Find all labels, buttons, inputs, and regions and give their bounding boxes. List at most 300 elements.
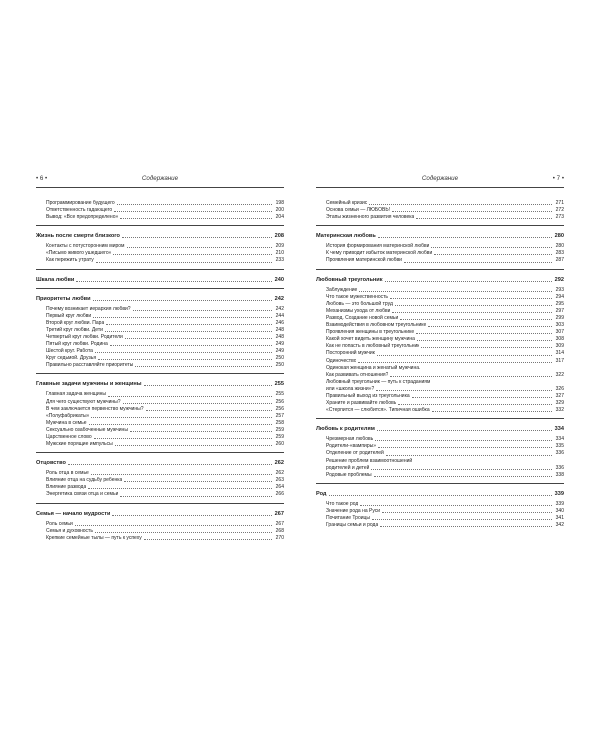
toc-section-heading-title: Жизнь после смерти близкого: [36, 233, 120, 240]
toc-section-heading-page-number: 280: [554, 233, 564, 240]
toc-section-heading: [36, 232, 284, 240]
toc-entry: [36, 399, 284, 406]
toc-entry-title: Первый круг любви: [46, 312, 92, 319]
toc-entry-page-number: 335: [555, 443, 564, 450]
toc-entry: [316, 515, 564, 522]
toc-entry-page-number: 267: [275, 520, 284, 527]
toc-entry-page-number: 268: [275, 527, 284, 534]
toc-entry: [316, 522, 564, 529]
toc-entry: [36, 250, 284, 257]
toc-entry-title: Царственное слово: [46, 433, 92, 440]
dot-leader: [112, 515, 272, 516]
page-header: [316, 175, 564, 188]
toc-entry: [36, 348, 284, 355]
toc-entry-page-number: 258: [275, 419, 284, 426]
dot-leader: [376, 390, 552, 391]
toc-entry: [36, 406, 284, 413]
toc-section-heading-page-number: 334: [554, 426, 564, 433]
toc-entry: [316, 257, 564, 264]
dot-leader: [146, 410, 273, 411]
dot-leader: [117, 204, 272, 205]
toc-entry-title: Что такое род: [326, 500, 359, 507]
toc-entry-page-number: 297: [555, 307, 564, 314]
dot-leader: [95, 532, 272, 533]
dot-leader: [377, 355, 552, 356]
toc-entry: [36, 491, 284, 498]
dot-leader: [358, 362, 552, 363]
dot-leader: [392, 312, 552, 313]
toc-entry-title: Влияние отца на судьбу ребенка: [46, 477, 123, 484]
toc-entry-title: Почему возникает иерархия любви?: [46, 305, 131, 312]
toc-section-heading-title: Приоритеты любви: [36, 295, 91, 302]
toc-entry-title: Границы семьи и рода: [326, 522, 379, 529]
toc-entry: [36, 413, 284, 420]
toc-section: [316, 418, 564, 479]
toc-entry-page-number: 200: [275, 207, 284, 214]
toc-entry-page-number: 266: [275, 491, 284, 498]
toc-entry-page-number: 248: [275, 333, 284, 340]
toc-entry-title: Любовь — это большой труд: [326, 300, 393, 307]
toc-entry-title: Третий круг любви. Дети: [46, 326, 103, 333]
toc-section: [36, 200, 284, 221]
dot-leader: [329, 495, 553, 496]
toc-section: [36, 373, 284, 448]
toc-entry-page-number: 307: [555, 329, 564, 336]
dot-leader: [416, 218, 552, 219]
toc-entry-page-number: 329: [555, 400, 564, 407]
toc-entry-page-number: 272: [555, 207, 564, 214]
toc-entry-page-number: 339: [555, 500, 564, 507]
toc-entry: [316, 243, 564, 250]
toc-entry-page-number: 264: [275, 484, 284, 491]
dot-leader: [392, 211, 552, 212]
toc-entry: [316, 472, 564, 479]
toc-entry-title: Как не попасть в любовный треугольник: [326, 343, 420, 350]
toc-entry-page-number: 249: [275, 348, 284, 355]
toc-entry-page-number: 299: [555, 314, 564, 321]
dot-leader: [91, 474, 272, 475]
toc-entry-title: Взаимодействия в любовном треугольнике: [326, 322, 427, 329]
toc-entry-title: Любовный треугольник — путь к страданиям: [326, 378, 431, 385]
toc-entry-title: Сексуально озабоченные мужчины: [46, 426, 128, 433]
dot-leader: [417, 340, 552, 341]
toc-section-heading-title: Любовный треугольник: [316, 276, 383, 283]
toc-entry-title: История формирования материнской любви: [326, 243, 430, 250]
toc-entry-page-number: 340: [555, 507, 564, 514]
dot-leader: [371, 469, 552, 470]
toc-entry: [316, 400, 564, 407]
dot-leader: [120, 496, 272, 497]
toc-entry-title: Заблуждение: [326, 286, 358, 293]
toc-entry-title: Решение проблем взаимоотношений: [326, 457, 413, 464]
toc-entry-title: Главная задача женщины: [46, 391, 107, 398]
toc-entry-page-number: 262: [275, 470, 284, 477]
toc-entry: [36, 477, 284, 484]
toc-entry-page-number: 317: [555, 357, 564, 364]
toc-entry: [316, 207, 564, 214]
dot-leader: [98, 359, 272, 360]
toc-entry-title: Значение рода на Руси: [326, 507, 381, 514]
dot-leader: [369, 204, 552, 205]
toc-entry-page-number: 283: [555, 250, 564, 257]
toc-entry-title: Правильно расставляйте приоритеты: [46, 362, 134, 369]
toc-entry-page-number: 294: [555, 293, 564, 300]
toc-left: [36, 200, 284, 542]
toc-entry-title: Как пережить утрату: [46, 257, 94, 264]
dot-leader: [374, 476, 552, 477]
toc-section-heading-page-number: 262: [274, 460, 284, 467]
toc-entry: [36, 441, 284, 448]
toc-entry: [36, 528, 284, 535]
toc-entry-title: «Письмо живого ушедшего»: [46, 250, 112, 257]
toc-entry: [36, 391, 284, 398]
toc-entry: [316, 343, 564, 350]
dot-leader: [395, 305, 552, 306]
dot-leader: [398, 404, 552, 405]
toc-entry: [316, 294, 564, 301]
toc-entry: [316, 372, 564, 379]
toc-entry: [316, 301, 564, 308]
page-header: [36, 175, 284, 188]
dot-leader: [400, 319, 552, 320]
toc-entry: [316, 358, 564, 365]
toc-section-heading-page-number: 240: [274, 276, 284, 283]
toc-entry-title: Как развивать отношения?: [326, 371, 389, 378]
dot-leader: [115, 445, 272, 446]
toc-entry-page-number: 255: [275, 391, 284, 398]
toc-entry-title: родителей и детей: [326, 464, 370, 471]
toc-entry-page-number: 250: [275, 355, 284, 362]
toc-entry-page-number: 338: [555, 471, 564, 478]
toc-entry-title: Почитание Троицы: [326, 515, 370, 521]
toc-entry-page-number: 257: [275, 412, 284, 419]
toc-section-heading-page-number: 242: [274, 295, 284, 302]
toc-entry-title: Мужчина в семье: [46, 419, 87, 426]
toc-entry-title: Крепкие семейные тылы — путь к успеху: [46, 534, 142, 541]
dot-leader: [106, 324, 272, 325]
left-page: [36, 175, 284, 542]
toc-entry-title: Посторонний мужчик: [326, 350, 375, 357]
toc-entry: [316, 465, 564, 472]
toc-section-heading-page-number: 208: [274, 233, 284, 240]
page-number: • 6 •: [36, 175, 48, 182]
toc-section-heading: [36, 380, 284, 388]
toc-entry-title: Семья и духовность: [46, 527, 93, 534]
dot-leader: [135, 366, 272, 367]
toc-section-heading: [36, 459, 284, 467]
toc-entry-title: Развод. Создание новой семьи: [326, 314, 399, 321]
toc-entry-title: Механизмы ухода от любви: [326, 307, 391, 314]
toc-entry-page-number: 308: [555, 336, 564, 343]
toc-entry-title: Шестой круг. Работа: [46, 348, 93, 355]
toc-entry-title: Чрезмерная любовь: [326, 436, 374, 443]
toc-section-heading-page-number: 267: [274, 510, 284, 517]
toc-entry-page-number: 326: [555, 385, 564, 392]
toc-entry-title: Вывод: «Все предопределено»: [46, 214, 119, 221]
toc-entry-page-number: 256: [275, 405, 284, 412]
toc-section-heading-title: Отцовство: [36, 460, 66, 467]
toc-entry: [316, 393, 564, 400]
toc-section: [36, 503, 284, 542]
toc-entry-title: Основа семьи — ЛЮБОВЬ!: [326, 207, 391, 214]
dot-leader: [110, 345, 272, 346]
running-head: Содержание: [141, 175, 179, 182]
toc-entry-page-number: 271: [555, 200, 564, 206]
toc-section-heading: [36, 510, 284, 518]
toc-entry-page-number: 314: [555, 350, 564, 357]
toc-entry: [316, 458, 564, 465]
toc-entry: [36, 341, 284, 348]
toc-entry: [36, 434, 284, 441]
toc-entry: [36, 535, 284, 542]
toc-section: [36, 452, 284, 498]
toc-entry: [36, 320, 284, 327]
toc-entry: [316, 200, 564, 207]
dot-leader: [378, 237, 552, 238]
dot-leader: [93, 317, 272, 318]
toc-entry-page-number: 336: [555, 464, 564, 471]
toc-entry: [36, 362, 284, 369]
toc-entry-page-number: 259: [275, 426, 284, 433]
toc-section-heading-title: Любовь к родителям: [316, 426, 375, 433]
toc-entry: [36, 243, 284, 250]
toc-entry-title: Отделение от родителей: [326, 450, 384, 457]
toc-entry-title: Контакты с потусторонним миром: [46, 243, 125, 250]
toc-entry-title: Правильный выход из треугольника: [326, 392, 410, 399]
toc-entry-page-number: 309: [555, 343, 564, 350]
toc-entry: [36, 521, 284, 528]
page-number: • 7 •: [552, 175, 564, 182]
dot-leader: [375, 440, 552, 441]
dot-leader: [432, 411, 552, 412]
toc-entry-page-number: 280: [555, 243, 564, 250]
toc-entry-page-number: 334: [555, 436, 564, 443]
dot-leader: [95, 352, 272, 353]
toc-entry-page-number: 287: [555, 257, 564, 264]
toc-section-heading-page-number: 255: [274, 381, 284, 388]
toc-entry: [36, 257, 284, 264]
toc-entry: [316, 508, 564, 515]
toc-entry: [36, 427, 284, 434]
toc-entry-page-number: 293: [555, 286, 564, 293]
toc-entry-title: или «школа жизни»?: [326, 385, 375, 392]
toc-section-heading: [36, 295, 284, 303]
dot-leader: [76, 281, 272, 282]
toc-entry-page-number: 270: [275, 534, 284, 541]
toc-entry-title: Храните и развивайте любовь: [326, 400, 397, 407]
toc-entry-title: Второй круг любви. Пара: [46, 319, 105, 326]
dot-leader: [416, 333, 552, 334]
toc-entry-page-number: 259: [275, 433, 284, 440]
toc-entry-title: Одиночество: [326, 357, 357, 364]
toc-entry: [316, 450, 564, 457]
dot-leader: [144, 539, 272, 540]
dot-leader: [122, 237, 272, 238]
toc-entry: [36, 313, 284, 320]
dot-leader: [380, 526, 552, 527]
toc-entry-title: «Полуфабрикаты»: [46, 412, 90, 419]
dot-leader: [93, 300, 272, 301]
toc-section: [316, 269, 564, 415]
toc-entry: [316, 336, 564, 343]
toc-entry: [316, 214, 564, 221]
right-page: [316, 175, 564, 529]
toc-section-heading: [316, 276, 564, 284]
toc-entry-title: Программирование будущего: [46, 200, 115, 206]
dot-leader: [359, 291, 552, 292]
toc-entry: [36, 470, 284, 477]
dot-leader: [123, 403, 272, 404]
toc-section: [316, 483, 564, 529]
toc-entry-page-number: 342: [555, 522, 564, 529]
dot-leader: [434, 254, 552, 255]
toc-section-heading-title: Главные задачи мужчины и женщины: [36, 381, 142, 388]
toc-entry-page-number: 248: [275, 326, 284, 333]
dot-leader: [412, 397, 552, 398]
toc-entry: [36, 327, 284, 334]
toc-entry-page-number: 233: [275, 257, 284, 264]
toc-entry: [316, 379, 564, 386]
toc-right: [316, 200, 564, 529]
toc-entry: [316, 501, 564, 508]
dot-leader: [378, 447, 552, 448]
dot-leader: [377, 430, 552, 431]
toc-entry-title: Что такое мужественность: [326, 293, 388, 300]
toc-section-heading: [316, 232, 564, 240]
toc-entry-title: Для чего существуют мужчины?: [46, 398, 121, 405]
toc-entry-title: Влияние развода: [46, 484, 87, 491]
toc-entry-page-number: 336: [555, 450, 564, 457]
dot-leader: [113, 254, 272, 255]
toc-entry: [316, 287, 564, 294]
toc-entry-title: Мужские порящие импульсы: [46, 441, 113, 448]
dot-leader: [105, 331, 272, 332]
toc-entry: [316, 322, 564, 329]
dot-leader: [390, 298, 552, 299]
toc-section-heading: [36, 276, 284, 284]
toc-entry-page-number: 341: [555, 515, 564, 521]
toc-entry-page-number: 256: [275, 398, 284, 405]
toc-entry-title: К чему приводит избыток материнской любви: [326, 250, 433, 257]
toc-entry-title: Одинокая женщина и женатый мужчина.: [326, 364, 421, 371]
toc-entry-page-number: 244: [275, 312, 284, 319]
toc-entry-title: Энергетика связи отца и семьи: [46, 491, 119, 498]
dot-leader: [386, 455, 552, 456]
toc-entry-title: Пятый круг любви. Родина: [46, 341, 108, 348]
toc-entry-page-number: 263: [275, 477, 284, 484]
toc-entry-page-number: 249: [275, 341, 284, 348]
toc-section: [316, 225, 564, 264]
dot-leader: [421, 347, 552, 348]
toc-entry-page-number: 204: [275, 214, 284, 221]
toc-entry-page-number: 242: [275, 305, 284, 312]
toc-section-heading: [316, 490, 564, 498]
toc-entry: [36, 214, 284, 221]
toc-entry: [316, 329, 564, 336]
toc-section-heading-title: Шкала любви: [36, 276, 75, 283]
toc-section: [316, 200, 564, 221]
toc-entry: [316, 443, 564, 450]
toc-entry: [316, 350, 564, 357]
toc-entry-page-number: 209: [275, 243, 284, 250]
toc-entry-page-number: 322: [555, 371, 564, 378]
toc-entry: [316, 365, 564, 372]
dot-leader: [428, 326, 552, 327]
toc-entry-page-number: 198: [275, 200, 284, 206]
toc-section-heading-page-number: 292: [554, 276, 564, 283]
dot-leader: [372, 519, 552, 520]
toc-entry-title: Родители-«вампиры»: [326, 443, 376, 450]
dot-leader: [144, 385, 272, 386]
dot-leader: [91, 417, 272, 418]
dot-leader: [127, 247, 273, 248]
toc-entry-title: Проявления материнской любви: [326, 257, 402, 264]
toc-entry-title: Ответственность гадающего: [46, 207, 113, 214]
dot-leader: [133, 310, 272, 311]
toc-entry-page-number: 327: [555, 392, 564, 399]
toc-entry-page-number: 332: [555, 407, 564, 414]
toc-entry: [316, 386, 564, 393]
toc-entry-page-number: 246: [275, 319, 284, 326]
toc-entry: [316, 407, 564, 414]
toc-entry: [316, 315, 564, 322]
dot-leader: [75, 525, 272, 526]
dot-leader: [124, 481, 272, 482]
toc-entry: [36, 207, 284, 214]
dot-leader: [96, 262, 272, 263]
toc-section-heading: [316, 425, 564, 433]
dot-leader: [385, 281, 552, 282]
running-head: Содержание: [421, 175, 459, 182]
toc-entry: [316, 308, 564, 315]
toc-entry-page-number: 210: [275, 250, 284, 257]
toc-entry-title: Семейный кризис: [326, 200, 368, 206]
dot-leader: [120, 218, 272, 219]
dot-leader: [114, 211, 272, 212]
toc-entry-page-number: 273: [555, 214, 564, 221]
toc-entry-title: Какой хочет видеть женщину мужчина: [326, 336, 415, 343]
dot-leader: [68, 464, 272, 465]
toc-section-heading-title: Материнская любовь: [316, 233, 376, 240]
toc-entry-title: «Стерпится — слюбится». Типичная ошибка: [326, 407, 430, 414]
dot-leader: [108, 396, 272, 397]
toc-entry: [36, 200, 284, 207]
toc-entry-title: Четвертый круг любви. Родители: [46, 333, 123, 340]
toc-entry: [36, 420, 284, 427]
dot-leader: [125, 338, 272, 339]
toc-entry-page-number: 260: [275, 441, 284, 448]
toc-entry-title: Роль семьи: [46, 520, 73, 527]
toc-section: [36, 269, 284, 284]
toc-section: [36, 288, 284, 370]
toc-entry-page-number: 295: [555, 300, 564, 307]
dot-leader: [360, 505, 552, 506]
toc-entry: [36, 334, 284, 341]
dot-leader: [382, 512, 552, 513]
dot-leader: [390, 376, 552, 377]
dot-leader: [404, 262, 552, 263]
toc-section: [36, 225, 284, 264]
dot-leader: [89, 424, 272, 425]
toc-entry: [36, 306, 284, 313]
dot-leader: [88, 488, 272, 489]
toc-entry-title: Круг седьмой. Друзья: [46, 355, 97, 362]
dot-leader: [431, 247, 552, 248]
toc-entry-page-number: 250: [275, 362, 284, 369]
toc-entry-title: Роль отца в семье: [46, 470, 89, 477]
toc-entry-title: В чем заключается первенство мужчины?: [46, 405, 144, 412]
toc-section-heading-page-number: 339: [554, 490, 564, 497]
